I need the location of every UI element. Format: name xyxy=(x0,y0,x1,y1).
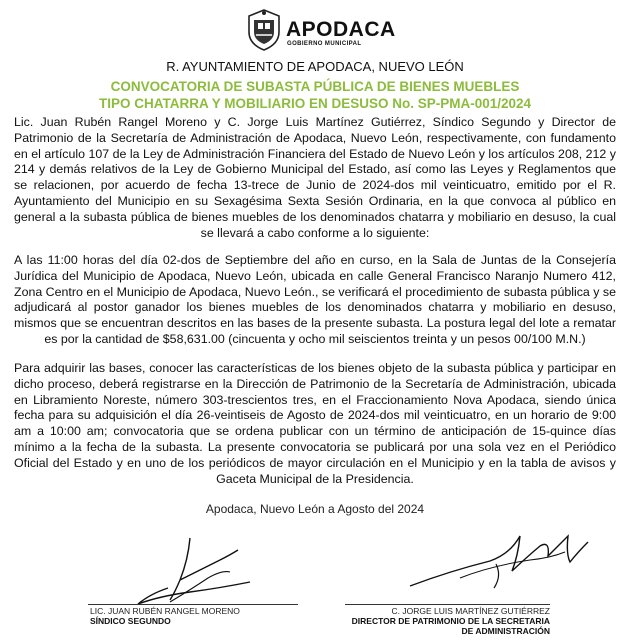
ayuntamiento-heading: R. AYUNTAMIENTO DE APODACA, NUEVO LEÓN xyxy=(166,59,464,74)
signature-line-left xyxy=(88,604,298,605)
place-and-date: Apodaca, Nuevo León a Agosto del 2024 xyxy=(205,502,425,516)
signature-right xyxy=(400,516,600,596)
brand-subtitle: GOBIERNO MUNICIPAL xyxy=(287,41,362,47)
convocatoria-title-line1: CONVOCATORIA DE SUBASTA PÚBLICA DE BIENES MUEBLES xyxy=(110,79,520,94)
paragraph-auction-details: A las 11:00 horas del día 02-dos de Septiembre del año en curso, en la Sala de Juntas de la Consejería Jurídica del Municipio de Apodaca, Nuevo León, ubicada en calle General Francisco Naranjo Numero 412, Zona Centro en el Municipio de Apodaca, Nuevo León., se verificará el procedimiento de subasta pública y se adjudicará al postor ganador los bienes muebles de los denominados chatarra y mobiliario en desuso, mismos que se encuentran descritos en las bases de la presente subasta. La postura legal del lote a rematar es por la cantidad de $58,631.00 (cincuenta y ocho mil seiscientos treinta y un pesos 00/100 M.N.) xyxy=(14,253,616,346)
signer-left-role: SÍNDICO SEGUNDO xyxy=(90,616,171,626)
signer-right-role-line2: DE ADMINISTRACIÓN xyxy=(461,626,550,636)
brand-name: APODACA xyxy=(286,18,396,41)
signer-right-role-line1: DIRECTOR DE PATRIMONIO DE LA SECRETARIA xyxy=(351,616,550,626)
signature-line-right xyxy=(345,604,550,605)
signer-right-name: C. JORGE LUIS MARTÍNEZ GUTIÉRREZ xyxy=(391,606,550,616)
signer-left-name: LIC. JUAN RUBÉN RANGEL MORENO xyxy=(90,606,240,616)
apodaca-logo xyxy=(246,8,396,52)
paragraph-intro: Lic. Juan Rubén Rangel Moreno y C. Jorge Luis Martínez Gutiérrez, Síndico Segundo y Director de Patrimonio de la Secretaría de Administración de Apodaca, Nuevo León, respectivamente, con fundamento en el artículo 107 de la Ley de Administración Financiera del Estado de Nuevo León y los artículos 208, 212 y 214 y demás relativos de la Ley de Gobierno Municipal del Estado, así como las Leyes y Reglamentos que se relacionen, por acuerdo de fecha 13-trece de Junio de 2024-dos mil veinticuatro, emitido por el R. Ayuntamiento del Municipio en su Sexagésima Sexta Sesión Ordinaria, en la que convoca al público en general a la subasta pública de bienes muebles de los denominados chatarra y mobiliario en desuso, la cual se llevará a cabo conforme a lo siguiente: xyxy=(14,115,616,240)
municipal-seal-icon xyxy=(246,8,282,52)
convocatoria-title-line2: TIPO CHATARRA Y MOBILIARIO EN DESUSO No. SP-PMA-001/2024 xyxy=(98,96,532,111)
signer-right-role xyxy=(330,616,550,636)
signature-left xyxy=(130,530,300,610)
paragraph-registration: Para adquirir las bases, conocer las características de los bienes objeto de la subasta pública y participar en dicho proceso, deberá registrarse en la Dirección de Patrimonio de la Secretaría de Administración, ubicada en Libramiento Noreste, número 303-trescientos tres, en el Fraccionamiento Nova Apodaca, siendo única fecha para su adquisición el día 26-veintiseis de Agosto de 2024-dos mil veinticuatro, en un horario de 9:00 am a 10:00 am; convocatoria que se ordena publicar con un término de anticipación de 15-quince días mínimo a la fecha de la subasta. La presente convocatoria se publicará por una sola vez en el Periódico Oficial del Estado y en uno de los periódicos de mayor circulación en el Municipio y en la tabla de avisos y Gaceta Municipal de la Presidencia. xyxy=(14,361,616,486)
